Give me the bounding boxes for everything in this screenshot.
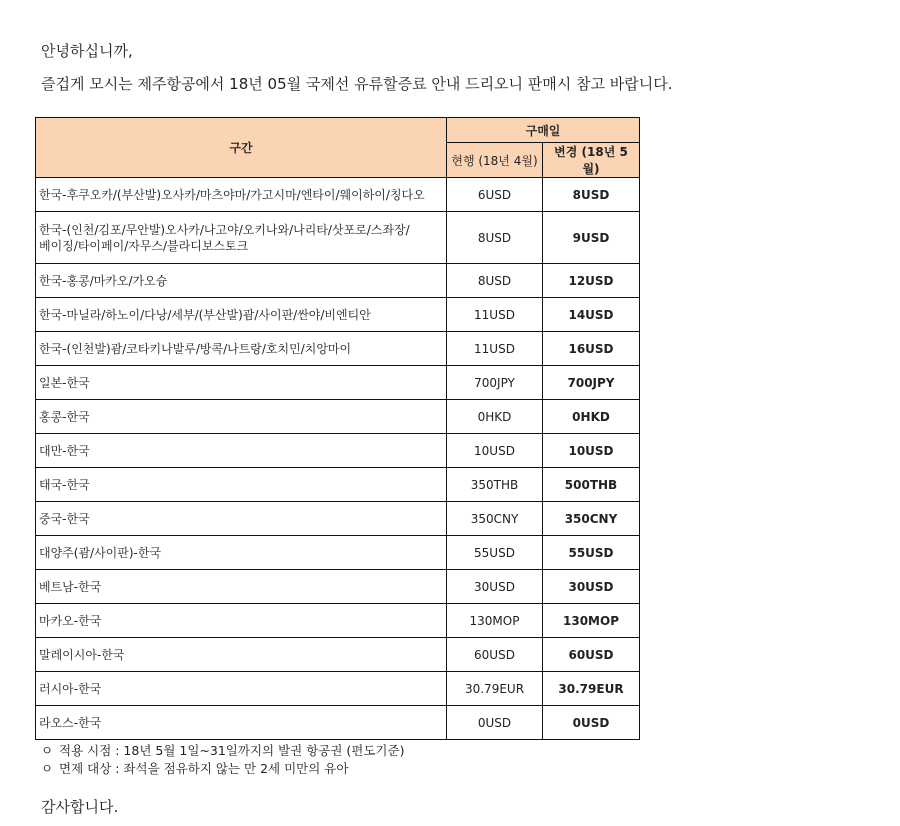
table-row <box>36 502 640 536</box>
header-purchase-date: 구매일 <box>447 118 640 143</box>
closing-text: 감사합니다. <box>41 798 119 816</box>
route-cell: 한국-후쿠오카/(부산발)오사카/마츠야마/가고시마/엔타이/웨이하이/칭다오 <box>36 178 447 212</box>
changed-fee-cell: 700JPY <box>543 366 640 400</box>
route-cell: 라오스-한국 <box>36 706 447 740</box>
current-fee-cell: 0USD <box>447 706 543 740</box>
note-text: 면제 대상 : 좌석을 점유하지 않는 만 2세 미만의 유아 <box>59 761 349 776</box>
table-row <box>36 570 640 604</box>
table-row <box>36 178 640 212</box>
current-fee-cell: 30.79EUR <box>447 672 543 706</box>
table-row <box>36 298 640 332</box>
notes <box>41 742 404 778</box>
changed-fee-cell: 130MOP <box>543 604 640 638</box>
route-cell: 대만-한국 <box>36 434 447 468</box>
table-row <box>36 604 640 638</box>
header-current: 현행 (18년 4월) <box>447 143 543 178</box>
table-row <box>36 212 640 264</box>
current-fee-cell: 10USD <box>447 434 543 468</box>
current-fee-cell: 700JPY <box>447 366 543 400</box>
table-row <box>36 332 640 366</box>
table-row <box>36 468 640 502</box>
current-fee-cell: 11USD <box>447 332 543 366</box>
current-fee-cell: 350CNY <box>447 502 543 536</box>
changed-fee-cell: 16USD <box>543 332 640 366</box>
table-row <box>36 264 640 298</box>
route-cell: 중국-한국 <box>36 502 447 536</box>
changed-fee-cell: 500THB <box>543 468 640 502</box>
changed-fee-cell: 8USD <box>543 178 640 212</box>
changed-fee-cell: 350CNY <box>543 502 640 536</box>
changed-fee-cell: 0USD <box>543 706 640 740</box>
current-fee-cell: 6USD <box>447 178 543 212</box>
route-cell: 대양주(괌/사이판)-한국 <box>36 536 447 570</box>
changed-fee-cell: 55USD <box>543 536 640 570</box>
intro-text: 즐겁게 모시는 제주항공에서 18년 05월 국제선 유류할증료 안내 드리오니 판매시 참고 바랍니다. <box>41 75 673 93</box>
changed-fee-cell: 9USD <box>543 212 640 264</box>
route-cell: 일본-한국 <box>36 366 447 400</box>
route-cell: 홍콩-한국 <box>36 400 447 434</box>
bullet-icon: ㅇ <box>41 761 54 776</box>
current-fee-cell: 55USD <box>447 536 543 570</box>
note-item <box>41 760 404 778</box>
route-cell: 러시아-한국 <box>36 672 447 706</box>
table-row <box>36 706 640 740</box>
current-fee-cell: 130MOP <box>447 604 543 638</box>
table-body <box>36 178 640 740</box>
table-row <box>36 536 640 570</box>
route-cell: 한국-마닐라/하노이/다낭/세부/(부산발)괌/사이판/싼야/비엔티안 <box>36 298 447 332</box>
changed-fee-cell: 14USD <box>543 298 640 332</box>
route-cell: 태국-한국 <box>36 468 447 502</box>
note-text: 적용 시점 : 18년 5월 1일~31일까지의 발권 항공권 (편도기준) <box>59 743 405 758</box>
route-cell: 말레이시아-한국 <box>36 638 447 672</box>
current-fee-cell: 8USD <box>447 212 543 264</box>
header-changed: 변경 (18년 5월) <box>543 143 640 178</box>
table-row <box>36 366 640 400</box>
route-cell: 한국-(인천발)괌/코타키나발루/방콕/나트랑/호치민/치앙마이 <box>36 332 447 366</box>
current-fee-cell: 30USD <box>447 570 543 604</box>
current-fee-cell: 60USD <box>447 638 543 672</box>
current-fee-cell: 11USD <box>447 298 543 332</box>
fuel-surcharge-table <box>35 117 640 740</box>
table-row <box>36 638 640 672</box>
current-fee-cell: 350THB <box>447 468 543 502</box>
route-cell: 베트남-한국 <box>36 570 447 604</box>
changed-fee-cell: 60USD <box>543 638 640 672</box>
greeting-text: 안녕하십니까, <box>41 42 133 60</box>
note-item <box>41 742 404 760</box>
table-row <box>36 400 640 434</box>
header-route: 구간 <box>36 118 447 178</box>
changed-fee-cell: 0HKD <box>543 400 640 434</box>
current-fee-cell: 8USD <box>447 264 543 298</box>
current-fee-cell: 0HKD <box>447 400 543 434</box>
changed-fee-cell: 12USD <box>543 264 640 298</box>
route-cell: 한국-홍콩/마카오/가오슝 <box>36 264 447 298</box>
table-row <box>36 434 640 468</box>
route-cell: 한국-(인천/김포/무안발)오사카/나고야/오키나와/나리타/삿포로/스좌장/베이징/타이페이/자무스/블라디보스토크 <box>36 212 447 264</box>
changed-fee-cell: 10USD <box>543 434 640 468</box>
route-cell: 마카오-한국 <box>36 604 447 638</box>
changed-fee-cell: 30.79EUR <box>543 672 640 706</box>
table-row <box>36 672 640 706</box>
bullet-icon: ㅇ <box>41 743 54 758</box>
changed-fee-cell: 30USD <box>543 570 640 604</box>
